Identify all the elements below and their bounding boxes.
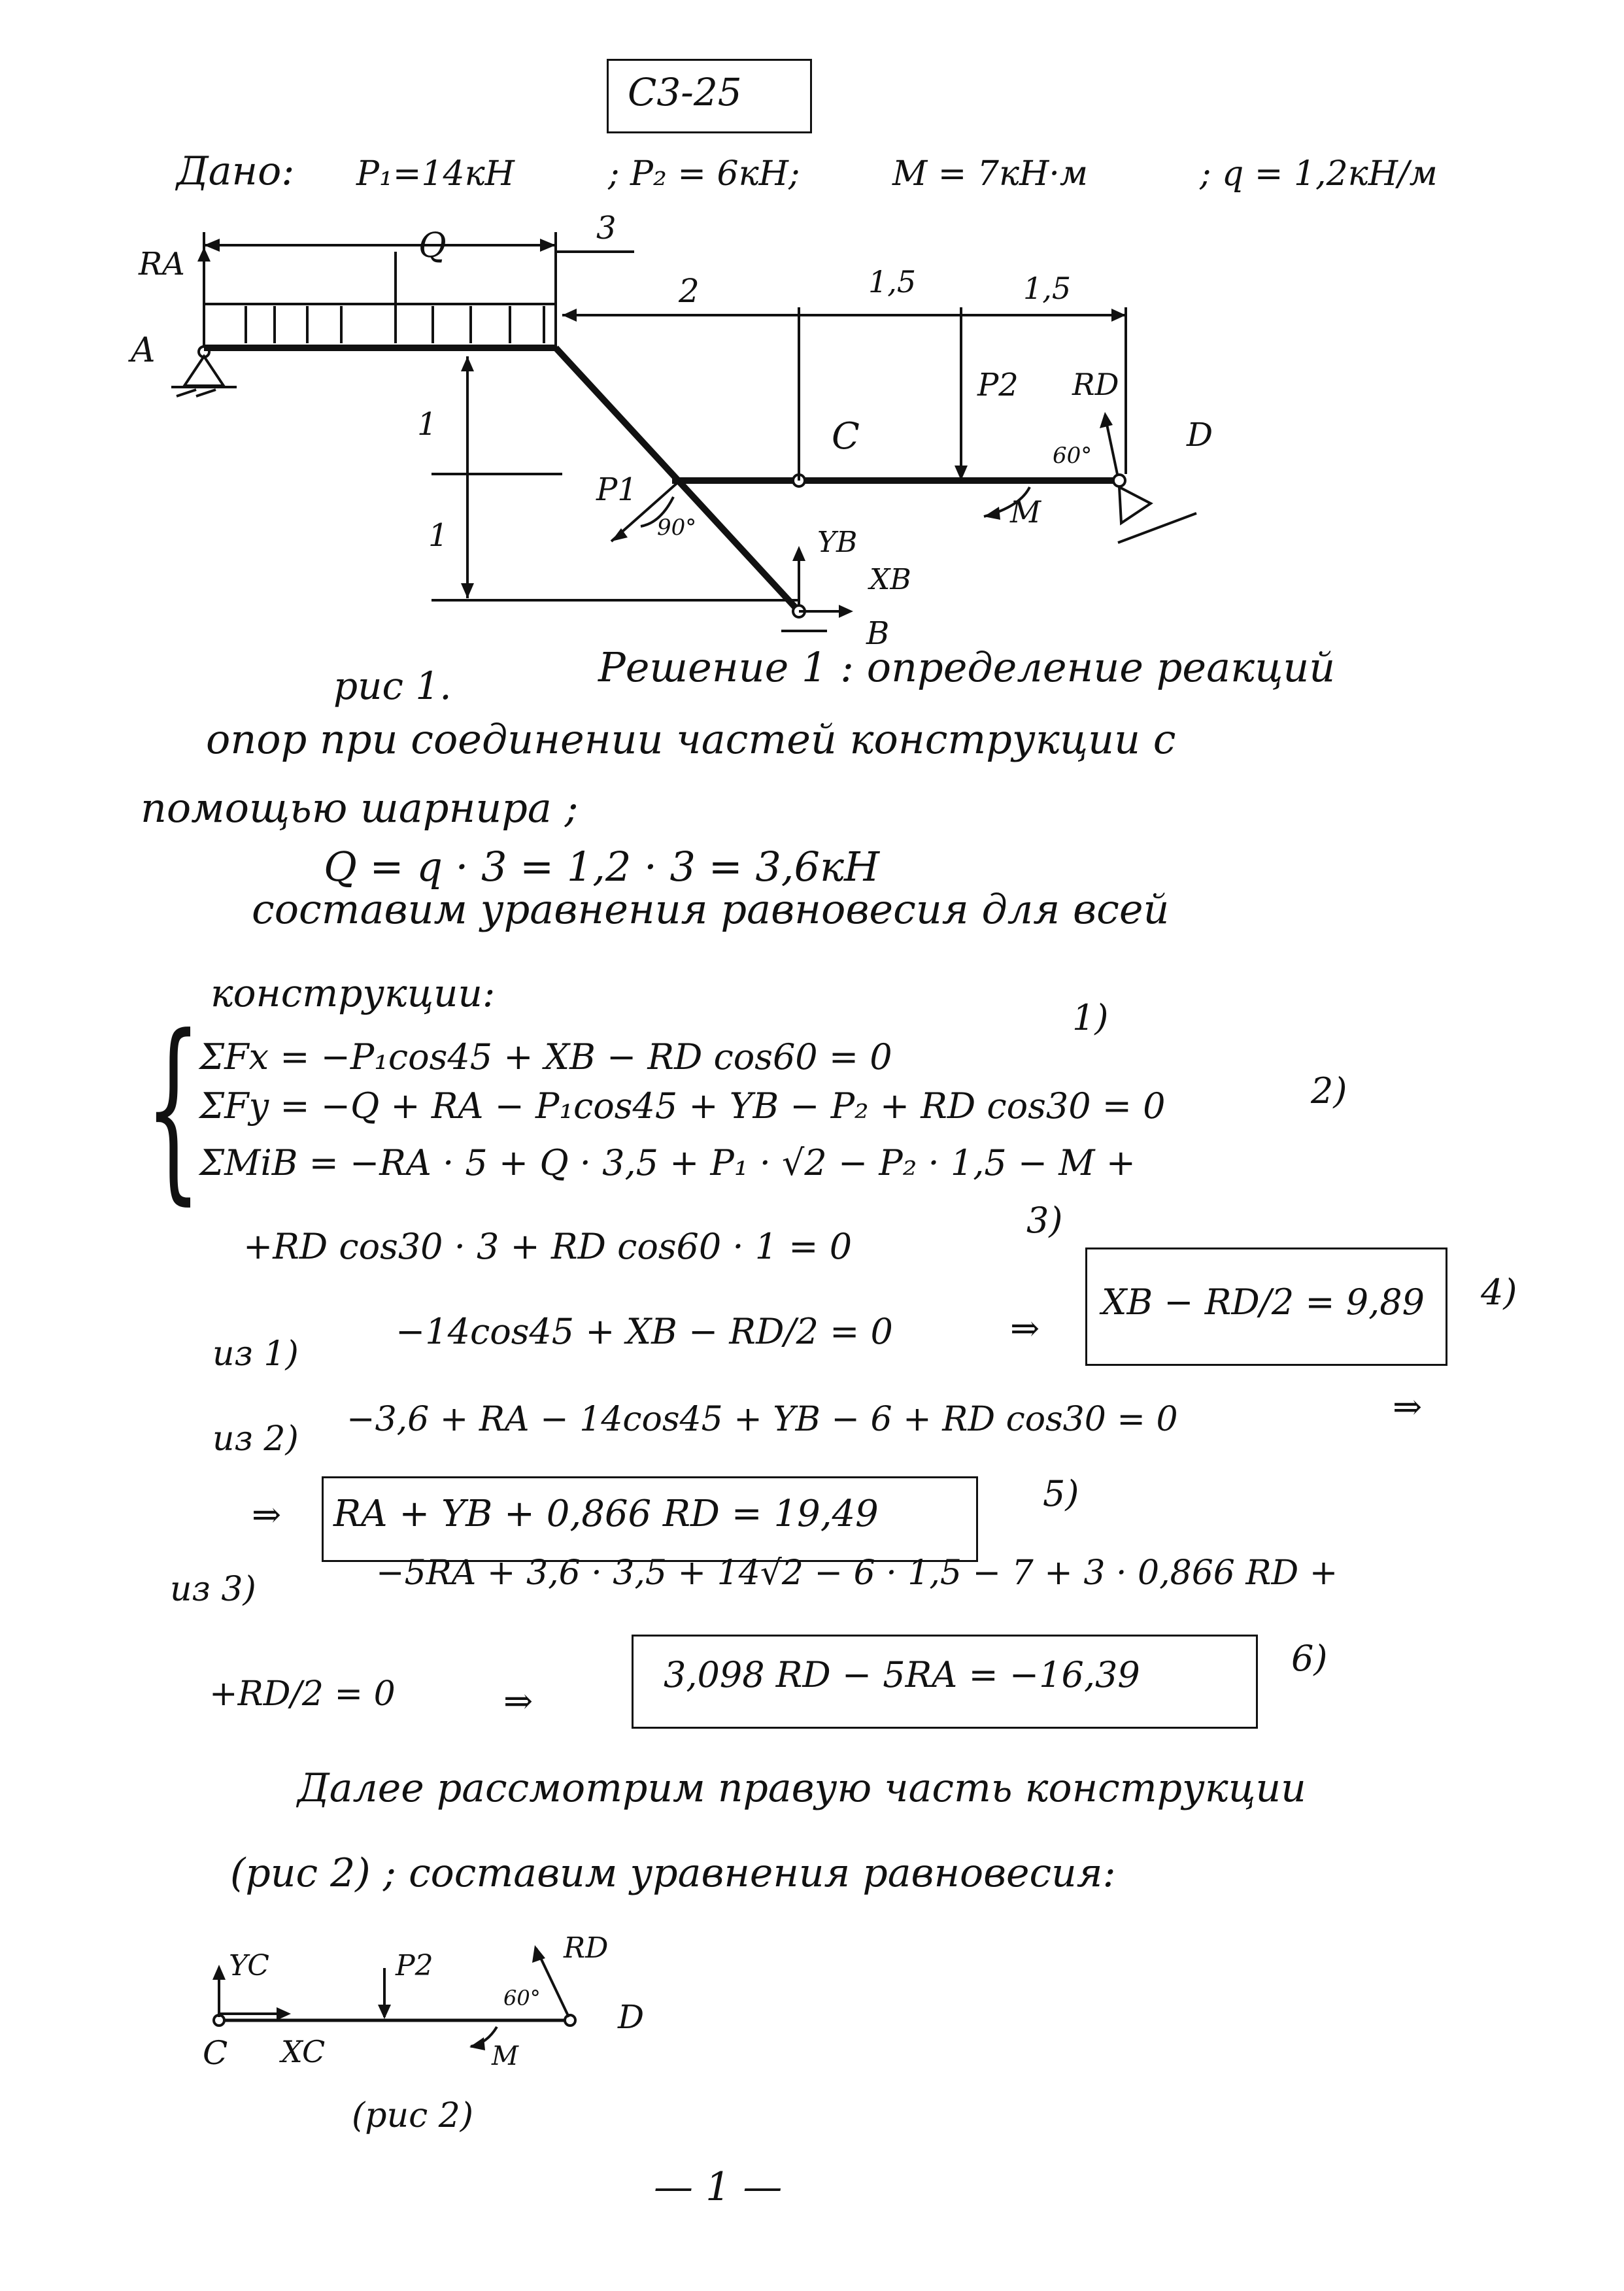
from-3: −5RA + 3,6 · 3,5 + 14√2 − 6 · 1,5 − 7 + 3 · 0,866 RD + <box>376 1553 1338 1593</box>
label-b: B <box>866 615 890 652</box>
equation-1-number: 1) <box>1072 997 1109 1038</box>
support-a <box>184 356 224 386</box>
result-6-number: 6) <box>1291 1638 1328 1679</box>
label-yb: YB <box>817 526 858 559</box>
result-4: XB − RD/2 = 9,89 <box>1102 1281 1425 1323</box>
fig2-label-rd: RD <box>564 1931 609 1965</box>
label-q: Q <box>418 226 447 265</box>
fig2-caption: (рис 2) <box>352 2096 474 2135</box>
fig2-label-d: D <box>618 1998 645 2036</box>
support-d <box>1119 487 1151 523</box>
figure-1 <box>0 0 1624 654</box>
system-brace: { <box>145 994 201 1222</box>
page-number: — 1 — <box>654 2164 783 2210</box>
given-m: M = 7кН·м <box>892 154 1088 194</box>
arrow-4: ⇒ <box>503 1680 533 1722</box>
fig2-label-m: M <box>492 2041 518 2071</box>
equation-1: ΣFx = −P₁cos45 + XB − RD cos60 = 0 <box>199 1036 892 1078</box>
given-p2: ; P₂ = 6кН; <box>608 154 800 194</box>
label-a: A <box>131 331 156 370</box>
label-one-top: 1 <box>417 406 437 443</box>
solution-line-4: составим уравнения равновесия для всей <box>252 885 1170 933</box>
fig2-label-xc: XC <box>281 2034 326 2069</box>
hinge-c-2 <box>214 2015 224 2026</box>
solution-line-1: Решение 1 : определение реакций <box>598 643 1336 691</box>
solution-line-5: конструкции: <box>211 971 496 1015</box>
equation-3-number: 3) <box>1026 1200 1063 1241</box>
result-4-number: 4) <box>1481 1272 1517 1313</box>
result-5-number: 5) <box>1043 1473 1079 1514</box>
fig2-label-yc: YC <box>229 1949 269 1982</box>
problem-id: С3-25 <box>628 70 742 114</box>
label-d: D <box>1187 416 1213 454</box>
equation-3: ΣMiB = −RA · 5 + Q · 3,5 + P₁ · √2 − P₂ · 1,5 − M + <box>199 1142 1136 1183</box>
label-ra: RA <box>139 246 185 282</box>
hinge-d-2 <box>565 2015 575 2026</box>
q-calc: Q = q · 3 = 1,2 · 3 = 3,6кН <box>324 843 880 891</box>
equation-3b: +RD cos30 · 3 + RD cos60 · 1 = 0 <box>243 1226 853 1267</box>
from-1: −14cos45 + XB − RD/2 = 0 <box>396 1311 893 1352</box>
given-p1: P₁=14кН <box>356 154 515 194</box>
result-5: RA + YB + 0,866 RD = 19,49 <box>333 1493 879 1535</box>
support-d-pin <box>1113 475 1125 486</box>
equation-2: ΣFy = −Q + RA − P₁cos45 + YB − P₂ + RD cos30 = 0 <box>199 1085 1166 1127</box>
result-6: 3,098 RD − 5RA = −16,39 <box>664 1654 1140 1695</box>
label-p1: P1 <box>596 471 637 508</box>
label-d2: 1,5 <box>1023 271 1072 306</box>
equation-2-number: 2) <box>1311 1070 1347 1112</box>
label-c: C <box>832 415 860 458</box>
fig2-label-p2: P2 <box>396 1949 433 1982</box>
given-q: ; q = 1,2кН/м <box>1200 154 1438 194</box>
from-2-label: из 2) <box>212 1419 299 1459</box>
from-3b: +RD/2 = 0 <box>209 1674 396 1714</box>
arrow-2: ⇒ <box>1393 1386 1423 1427</box>
fig1-caption: рис 1. <box>333 664 452 708</box>
further-line-2: (рис 2) ; составим уравнения равновесия: <box>230 1850 1116 1896</box>
from-2: −3,6 + RA − 14cos45 + YB − 6 + RD cos30 = 0 <box>347 1400 1178 1439</box>
from-1-label: из 1) <box>212 1334 299 1374</box>
label-one-bot: 1 <box>428 517 448 554</box>
label-two: 2 <box>679 272 700 310</box>
label-xb: XB <box>870 563 911 596</box>
label-d1: 1,5 <box>868 264 917 299</box>
label-rd: RD <box>1072 367 1119 402</box>
from-3-label: из 3) <box>170 1570 256 1609</box>
label-three: 3 <box>596 210 617 246</box>
label-angle90: 90° <box>657 515 697 541</box>
solution-line-2: опор при соединении частей конструкции с <box>206 715 1176 763</box>
given-label: Дано: <box>177 148 295 194</box>
label-angle60: 60° <box>1053 443 1092 469</box>
label-m: M <box>1010 494 1041 530</box>
fig2-label-angle60: 60° <box>503 1986 541 2011</box>
distributed-load <box>204 304 556 347</box>
arrow-3: ⇒ <box>252 1494 282 1535</box>
further-line-1: Далее рассмотрим правую часть конструкции <box>297 1765 1306 1811</box>
arrow-1: ⇒ <box>1010 1308 1040 1349</box>
fig2-label-c: C <box>203 2034 228 2072</box>
solution-line-3: помощью шарнира ; <box>141 784 579 832</box>
label-p2: P2 <box>977 367 1019 403</box>
